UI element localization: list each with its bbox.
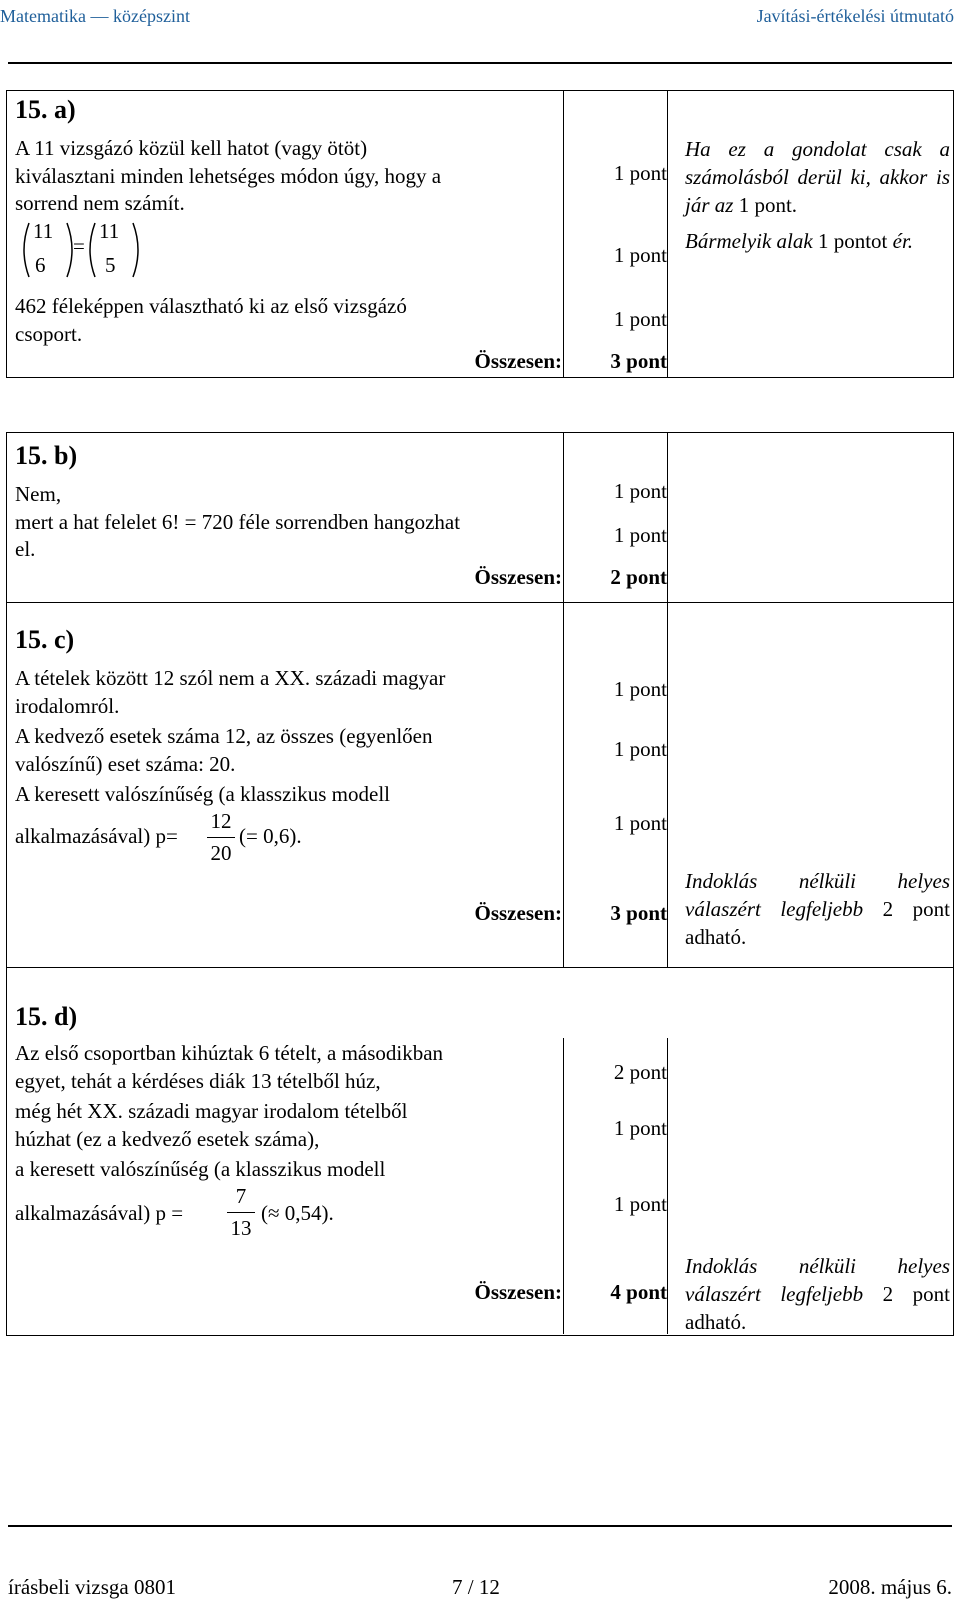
column-divider: [667, 91, 668, 377]
column-divider: [667, 603, 668, 967]
footer-exam-id: írásbeli vizsga 0801: [8, 1575, 176, 1599]
note-text: Bármelyik alak: [685, 229, 813, 253]
text-line: el.: [15, 537, 36, 561]
point-value: 1 pont: [613, 811, 667, 835]
header-subject: Matematika — középszint: [0, 6, 190, 26]
note-text: ér.: [892, 229, 914, 253]
total-label: Összesen:: [474, 349, 562, 373]
task-heading: 15. c): [15, 625, 75, 654]
header-doc-title: Javítási-értékelési útmutató: [756, 6, 954, 26]
text-line: mert a hat felelet 6! = 720 féle sorrendben hangozhat: [15, 510, 461, 534]
point-value: 1 pont: [613, 737, 667, 761]
task-15b-table: [6, 432, 954, 602]
text-line: 462 féleképpen választható ki az első vizsgázó: [15, 294, 407, 318]
text-line: A 11 vizsgázó közül kell hatot (vagy ötöt): [15, 136, 368, 160]
task-heading: 15. a): [15, 95, 76, 124]
note-points: 1 pont.: [738, 193, 798, 217]
task-15d-table: [6, 968, 954, 1336]
fraction-numerator: 7: [235, 1184, 247, 1208]
text-line: A keresett valószínűség (a klasszikus modell: [15, 782, 390, 806]
point-value: 2 pont: [613, 1060, 667, 1084]
note-text: Ha ez a gondolat csak a számolásból derül ki, akkor is jár az: [685, 137, 950, 217]
formula-prefix: alkalmazásával) p=: [15, 824, 178, 848]
total-points: 3 pont: [610, 901, 667, 925]
note-points: 2 pont adható.: [685, 1282, 950, 1334]
total-points: 4 pont: [610, 1280, 667, 1304]
total-label: Összesen:: [474, 901, 562, 925]
binom-n2: 11: [99, 219, 120, 243]
formula-tail: (= 0,6).: [239, 824, 302, 848]
task-heading: 15. d): [15, 1002, 78, 1031]
task-15a-table: [6, 90, 954, 378]
fraction: [207, 809, 235, 869]
formula-prefix: alkalmazásával) p =: [15, 1201, 184, 1225]
grading-note: [685, 867, 950, 951]
page-header: [0, 0, 960, 40]
text-line: még hét XX. századi magyar irodalom tételből: [15, 1099, 408, 1123]
fraction: [227, 1184, 255, 1244]
total-points: 3 pont: [610, 349, 667, 373]
total-label: Összesen:: [474, 565, 562, 589]
point-value: 1 pont: [613, 479, 667, 503]
fraction-bar: [227, 1212, 255, 1213]
grading-note: [685, 135, 950, 219]
formula-tail: (≈ 0,54).: [261, 1201, 334, 1225]
column-divider: [563, 91, 564, 377]
fraction-denominator: 13: [230, 1216, 252, 1240]
column-divider: [563, 603, 564, 967]
text-line: irodalomról.: [15, 694, 120, 718]
point-value: 1 pont: [613, 307, 667, 331]
text-line: a keresett valószínűség (a klasszikus modell: [15, 1157, 386, 1181]
text-line: Nem,: [15, 482, 62, 506]
point-value: 1 pont: [613, 523, 667, 547]
grading-note: [685, 1252, 950, 1336]
binom-equals: =: [73, 234, 85, 258]
binomial-equation: [19, 219, 139, 289]
fraction-bar: [207, 837, 235, 838]
text-line: húzhat (ez a kedvező esetek száma),: [15, 1127, 320, 1151]
text-line: A kedvező esetek száma 12, az összes (egyenlően: [15, 724, 433, 748]
column-divider: [667, 433, 668, 603]
text-line: Az első csoportban kihúztak 6 tételt, a másodikban: [15, 1041, 444, 1065]
text-line: kiválasztani minden lehetséges módon úgy, hogy a: [15, 164, 442, 188]
text-line: valószínű) eset száma: 20.: [15, 752, 236, 776]
point-value: 1 pont: [613, 1116, 667, 1140]
footer-date: 2008. május 6.: [828, 1575, 952, 1599]
footer-page-number: 7 / 12: [452, 1575, 500, 1599]
column-divider: [563, 1038, 564, 1334]
text-line: sorrend nem számít.: [15, 191, 185, 215]
point-value: 1 pont: [613, 677, 667, 701]
text-line: csoport.: [15, 322, 83, 346]
task-heading: 15. b): [15, 441, 78, 470]
note-text: Indoklás nélküli helyes válaszért legfeljebb: [685, 869, 950, 921]
column-divider: [563, 433, 564, 603]
task-15c-table: [6, 602, 954, 968]
binom-k1: 6: [35, 253, 46, 277]
column-divider: [667, 1038, 668, 1334]
total-points: 2 pont: [610, 565, 667, 589]
text-line: egyet, tehát a kérdéses diák 13 tételből húz,: [15, 1069, 381, 1093]
point-value: 1 pont: [613, 243, 667, 267]
grading-note: [685, 227, 950, 255]
note-text: Indoklás nélküli helyes válaszért legfeljebb: [685, 1254, 950, 1306]
note-points: 1 pontot: [817, 229, 888, 253]
binom-n1: 11: [33, 219, 54, 243]
binom-k2: 5: [105, 253, 116, 277]
point-value: 1 pont: [613, 1192, 667, 1216]
footer-rule: [8, 1525, 952, 1527]
fraction-denominator: 20: [210, 841, 232, 865]
header-rule: [8, 62, 952, 64]
fraction-numerator: 12: [210, 809, 232, 833]
total-label: Összesen:: [474, 1280, 562, 1304]
text-line: A tételek között 12 szól nem a XX. századi magyar: [15, 666, 446, 690]
point-value: 1 pont: [613, 161, 667, 185]
note-points: 2 pont adható.: [685, 897, 950, 949]
